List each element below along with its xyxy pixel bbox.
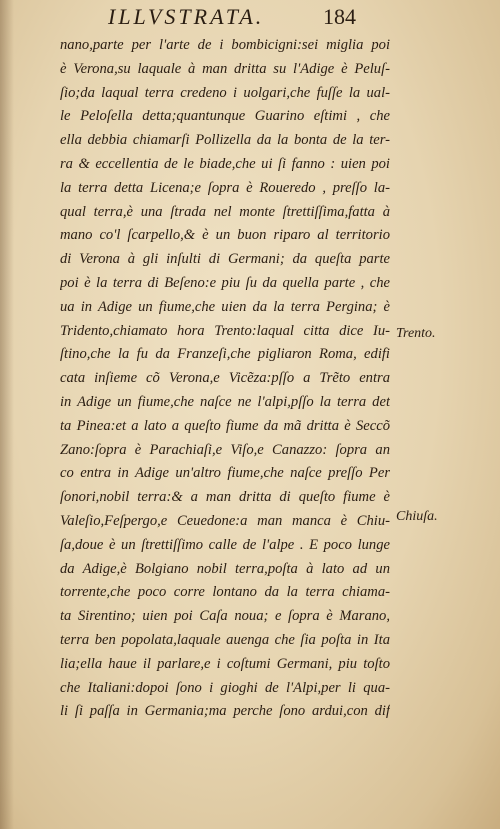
- text-line: le Peloſella detta;quantunque Guarino eſtimi , che: [60, 108, 390, 125]
- text-line: di Verona à gli inſulti di Germani; da queſta parte: [60, 251, 390, 268]
- page-number: 184: [323, 4, 356, 29]
- text-line: ſonori,nobil terra:& a man dritta di queſto fiume è: [60, 489, 390, 506]
- text-line: è Verona,su laquale à man dritta su l'Adige è Peluſ-: [60, 60, 390, 77]
- text-line: ua in Adige un fiume,che uien da la terra Pergina; è: [60, 298, 390, 315]
- text-line: Tridento,chiamato hora Trento:laqual citta dice Iu-: [60, 322, 390, 339]
- text-line: torrente,che poco corre lontano da la terra chiama-: [60, 584, 390, 601]
- text-line: ſa,doue è un ſtrettiſſimo calle de l'alpe . E poco lunge: [60, 536, 390, 553]
- text-line: ra & eccellentia de le biade,che ui ſi fanno : uien poi: [60, 155, 390, 172]
- text-line: la terra detta Licena;e ſopra è Roueredo , preſſo la-: [60, 179, 390, 196]
- text-line: che Italiani:dopoi ſono i gioghi de l'Alpi,per li qua-: [60, 679, 390, 696]
- text-line: Valeſio,Feſpergo,e Ceuedone:a man manca è Chiu-: [60, 512, 390, 529]
- text-line: in Adige un fiume,che naſce ne l'alpi,pſſo la terra det: [60, 393, 390, 410]
- text-line: li ſi paſſa in Germania;ma perche ſono ardui,con dif: [60, 703, 390, 720]
- page-header: [108, 4, 408, 32]
- margin-note-trento: Trento.: [396, 326, 436, 341]
- page-gutter-shadow: [0, 0, 14, 829]
- margin-note-chiusa: Chiuſa.: [396, 509, 438, 524]
- text-line: ſtino,che la fu da Franzeſi,che pigliaron Roma, edifi: [60, 346, 390, 363]
- text-line: nano,parte per l'arte de i bombicigni:sei miglia poi: [60, 37, 390, 53]
- text-line: co entra in Adige un'altro fiume,che naſce preſſo Per: [60, 465, 390, 482]
- text-line: poi è la terra di Beſeno:e piu ſu da quella parte , che: [60, 274, 390, 291]
- text-line: da Adige,è Bolgiano nobil terra,poſta à lato ad un: [60, 560, 390, 577]
- text-line: cata inſieme cõ Verona,e Vicẽza:pſſo a Trẽto entra: [60, 370, 390, 387]
- body-text: [60, 34, 390, 724]
- running-title: ILLVSTRATA.: [108, 4, 265, 29]
- text-line: ta Pinea:et a lato a queſto fiume da mã dritta è Seccõ: [60, 417, 390, 434]
- text-line: terra ben popolata,laquale auenga che ſia poſta in Ita: [60, 631, 390, 648]
- text-line: ta Sirentino; uien poi Caſa noua; e ſopra è Marano,: [60, 608, 390, 625]
- text-line: qual terra,è una ſtrada nel monte ſtrettiſſima,fatta à: [60, 203, 390, 220]
- text-line: mano co'l ſcarpello,& è un buon riparo al territorio: [60, 227, 390, 244]
- text-line: lia;ella haue il parlare,e i coſtumi Germani, piu toſto: [60, 655, 390, 672]
- text-line: ella debbia chiamarſi Pollizella da la bonta de la ter-: [60, 132, 390, 149]
- text-line: ſio;da laqual terra credeno i uolgari,che fuſſe la ual-: [60, 84, 390, 101]
- text-line: Zano:ſopra è Parachiaſi,e Viſo,e Canazzo: ſopra an: [60, 441, 390, 458]
